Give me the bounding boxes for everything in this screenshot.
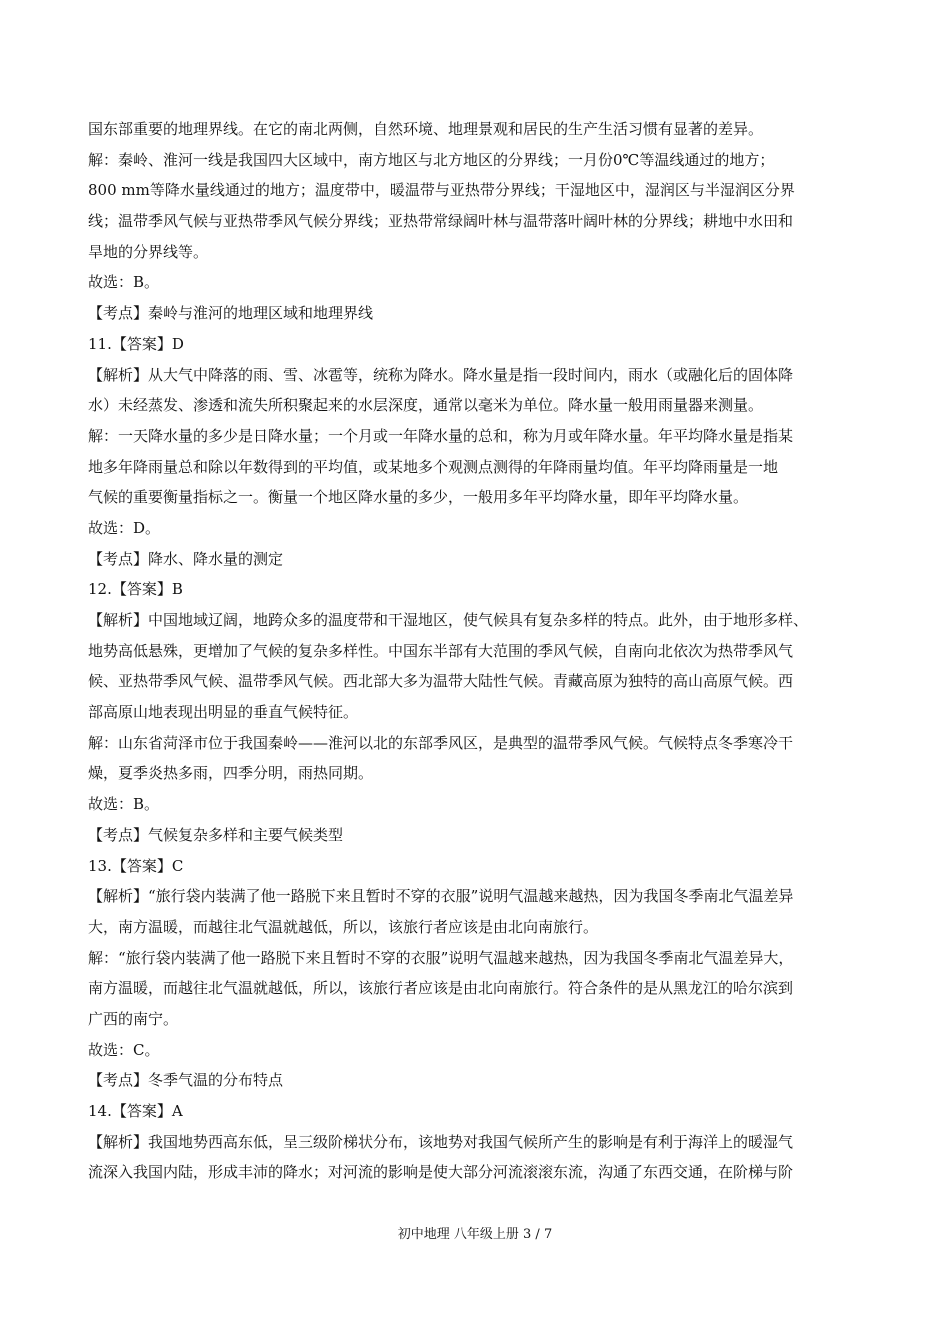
text-line: 故选：B。 [88, 273, 160, 292]
text-line: 地势高低悬殊，更增加了气候的复杂多样性。中国东半部有大范围的季风气候，自南向北依次为热带季风气 [88, 641, 794, 660]
text-line: 候、亚热带季风气候、温带季风气候。西北部大多为温带大陆性气候。青藏高原为独特的高山高原气候。西 [88, 672, 794, 691]
text-line: 流深入我国内陆，形成丰沛的降水；对河流的影响是使大部分河流滚滚东流，沟通了东西交通，在阶梯与阶 [88, 1163, 794, 1182]
text-line: 旱地的分界线等。 [88, 242, 209, 261]
text-line: 南方温暖，而越往北气温就越低，所以，该旅行者应该是由北向南旅行。符合条件的是从黑龙江的哈尔滨到 [88, 979, 794, 998]
text-line: 大，南方温暖，而越往北气温就越低，所以，该旅行者应该是由北向南旅行。 [88, 917, 599, 936]
text-line: 燥，夏季炎热多雨，四季分明，雨热同期。 [88, 764, 374, 783]
text-line: 解：山东省菏泽市位于我国秦岭——淮河以北的东部季风区，是典型的温带季风气候。气候特点冬季寒冷干 [88, 733, 794, 752]
text-line: 800 mm等降水量线通过的地方；温度带中，暖温带与亚热带分界线；干湿地区中，湿润区与半湿润区分界 [88, 181, 795, 200]
page-footer: 初中地理 八年级上册 3 / 7 [397, 1227, 553, 1242]
text-line: 【解析】“旅行袋内装满了他一路脱下来且暂时不穿的衣服”说明气温越来越热，因为我国冬季南北气温差异 [88, 887, 794, 906]
text-line: 12.【答案】B [88, 580, 183, 599]
text-line: 【解析】我国地势西高东低，呈三级阶梯状分布，该地势对我国气候所产生的影响是有利于海洋上的暖湿气 [88, 1132, 794, 1151]
text-line: 故选：C。 [88, 1040, 160, 1059]
text-line: 【考点】冬季气温的分布特点 [88, 1071, 284, 1090]
text-line: 线；温带季风气候与亚热带季风气候分界线；亚热带常绿阔叶林与温带落叶阔叶林的分界线；耕地中水田和 [88, 212, 794, 231]
text-line: 部高原山地表现出明显的垂直气候特征。 [88, 703, 359, 722]
text-line: 水）未经蒸发、渗透和流失所积聚起来的水层深度，通常以毫米为单位。降水量一般用雨量器来测量。 [88, 396, 764, 415]
text-line: 解：一天降水量的多少是日降水量；一个月或一年降水量的总和，称为月或年降水量。年平均降水量是指某 [88, 426, 794, 445]
text-line: 【考点】气候复杂多样和主要气候类型 [88, 825, 344, 844]
text-line: 广西的南宁。 [88, 1009, 179, 1028]
text-line: 解：“旅行袋内装满了他一路脱下来且暂时不穿的衣服”说明气温越来越热，因为我国冬季南北气温差异大， [88, 948, 794, 967]
text-line: 【考点】降水、降水量的测定 [88, 549, 284, 568]
text-line: 解：秦岭、淮河一线是我国四大区域中，南方地区与北方地区的分界线；一月份0℃等温线通过的地方； [88, 150, 775, 169]
text-line: 气候的重要衡量指标之一。衡量一个地区降水量的多少，一般用多年平均降水量，即年平均降水量。 [88, 488, 749, 507]
text-line: 国东部重要的地理界线。在它的南北两侧，自然环境、地理景观和居民的生产生活习惯有显著的差异。 [88, 120, 764, 138]
page-content [88, 114, 868, 1188]
text-line: 14.【答案】A [88, 1102, 183, 1120]
text-line: 故选：B。 [88, 795, 160, 814]
text-line: 【解析】中国地域辽阔，地跨众多的温度带和干湿地区，使气候具有复杂多样的特点。此外，由于地形多样、 [88, 611, 809, 629]
text-line: 11.【答案】D [88, 334, 184, 353]
text-line: 【考点】秦岭与淮河的地理区域和地理界线 [88, 304, 374, 323]
text-line: 13.【答案】C [88, 856, 184, 875]
text-line: 故选：D。 [88, 518, 161, 537]
text-line: 【解析】从大气中降落的雨、雪、冰雹等，统称为降水。降水量是指一段时间内，雨水（或融化后的固体降 [88, 365, 794, 384]
text-line: 地多年降雨量总和除以年数得到的平均值，或某地多个观测点测得的年降雨量均值。年平均降雨量是一地 [88, 457, 779, 476]
